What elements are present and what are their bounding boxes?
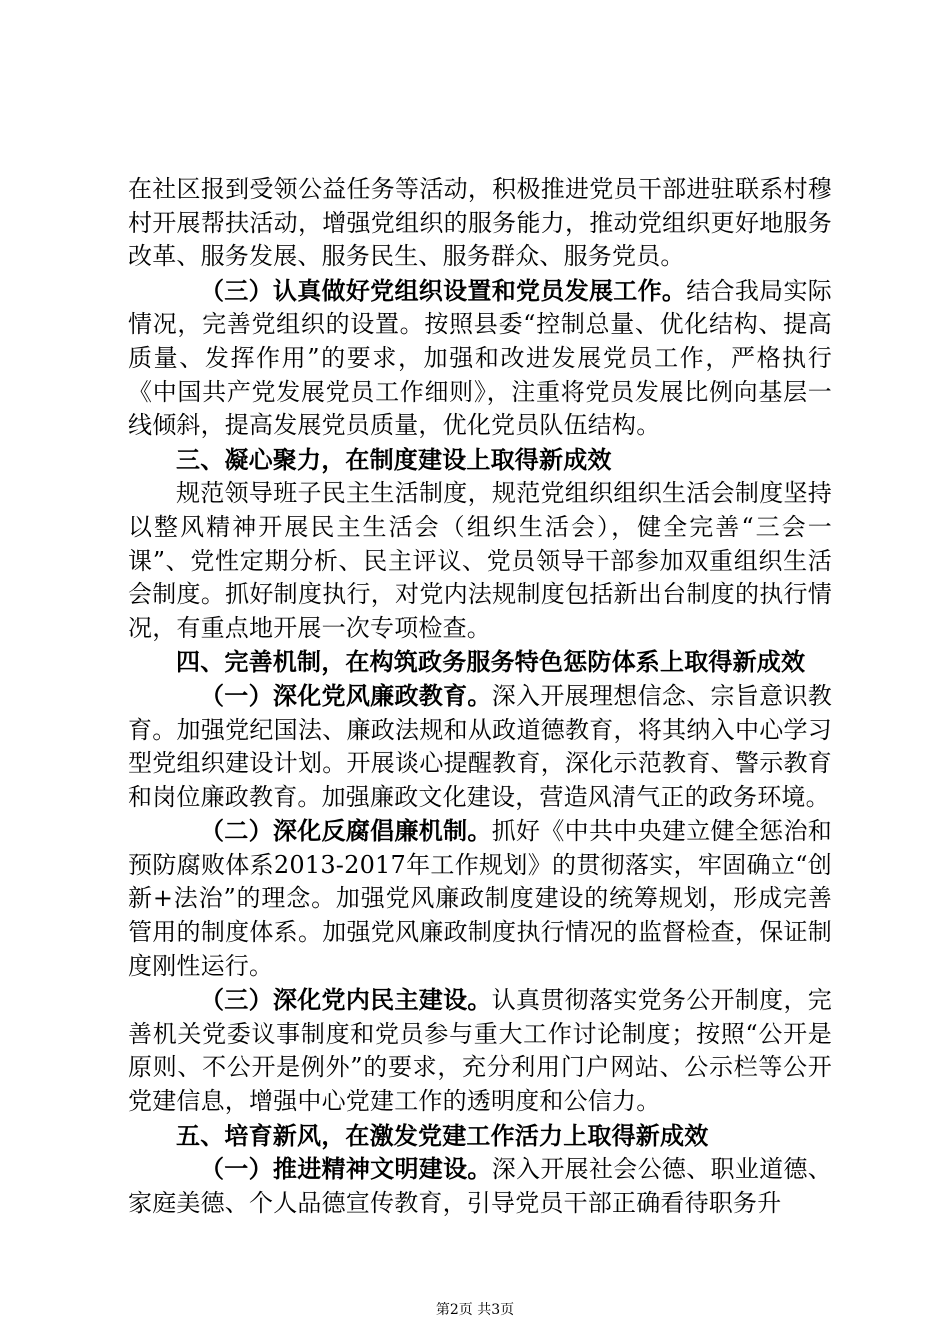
paragraph: 规范领导班子民主生活制度，规范党组织组织生活会制度坚持以整风精神开展民主生活会（组织生活会），健全完善“三会一课”、党性定期分析、民主评议、党员领导干部参加双重组织生活会制度。抓好制度执行，对党内法规制度包括新出台制度的执行情况，有重点地开展一次专项检查。 xyxy=(128,479,832,642)
body-text xyxy=(128,172,832,1220)
paragraph: （三）认真做好党组织设置和党员发展工作。结合我局实际情况，完善党组织的设置。按照县委“控制总量、优化结构、提高质量、发挥作用”的要求，加强和改进发展党员工作，严格执行《中国共产党发展党员工作细则》，注重将党员发展比例向基层一线倾斜，提高发展党员质量，优化党员队伍结构。 xyxy=(128,275,833,440)
page-footer: 第2页 共3页 xyxy=(435,1302,515,1318)
paragraph: （一）推进精神文明建设。深入开展社会公德、职业道德、家庭美德、个人品德宣传教育，引导党员干部正确看待职务升 xyxy=(128,1154,832,1217)
section-heading: 五、培育新风，在激发党建工作活力上取得新成效 xyxy=(176,1120,709,1150)
section-heading: 四、完善机制，在构筑政务服务特色惩防体系上取得新成效 xyxy=(176,647,806,677)
paragraph: （三）深化党内民主建设。认真贯彻落实党务公开制度，完善机关党委议事制度和党员参与重大工作讨论制度；按照“公开是原则、不公开是例外”的要求，充分利用门户网站、公示栏等公开党建信息，增强中心党建工作的透明度和公信力。 xyxy=(128,985,832,1116)
paragraph: （二）深化反腐倡廉机制。抓好《中共中央建立健全惩治和预防腐败体系2013-2017年工作规划》的贯彻落实，牢固确立“创新+法治”的理念。加强党风廉政制度建设的统筹规划，形成完善管用的制度体系。加强党风廉政制度执行情况的监督检查，保证制度刚性运行。 xyxy=(128,816,832,980)
paragraph: 在社区报到受领公益任务等活动，积极推进党员干部进驻联系村穆村开展帮扶活动，增强党组织的服务能力，推动党组织更好地服务改革、服务发展、服务民生、服务群众、服务党员。 xyxy=(128,175,832,271)
section-heading: 三、凝心聚力，在制度建设上取得新成效 xyxy=(176,444,612,474)
paragraph: （一）深化党风廉政教育。深入开展理想信念、宗旨意识教育。加强党纪国法、廉政法规和从政道德教育，将其纳入中心学习型党组织建设计划。开展谈心提醒教育，深化示范教育、警示教育和岗位廉政教育。加强廉政文化建设，营造风清气正的政务环境。 xyxy=(128,680,832,811)
